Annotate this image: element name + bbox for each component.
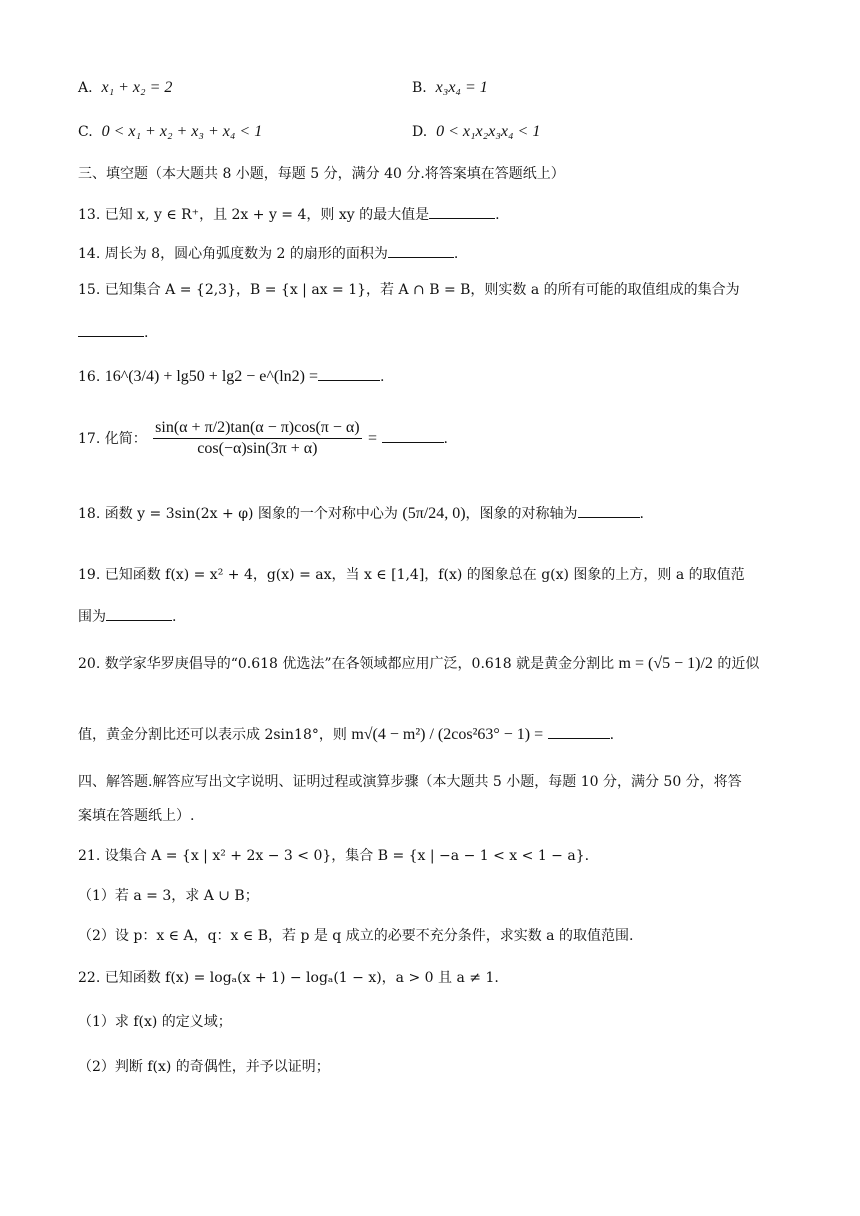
question-17: 17. 化简： $\frac{\sin(\alpha + \pi/2)\tan(\alpha - \pi)\cos(\pi - \alpha)}{\cos(-\alpha)\sin(3\pi + \alpha)}$ = . xyxy=(78,419,448,457)
section-4-heading-cont: 案填在答题纸上）. xyxy=(78,808,195,824)
choice-b: B. x₃x₄ = 1 xyxy=(412,79,488,96)
question-22-part-1: （1）求 f(x) 的定义域； xyxy=(78,1014,232,1030)
question-22-part-2: （2）判断 f(x) 的奇偶性，并予以证明； xyxy=(78,1059,330,1075)
question-14: 14. 周长为 8，圆心角弧度数为 2 的扇形的面积为 . xyxy=(78,243,458,264)
question-18: 18. 函数 y = 3sin(2x + φ) 图象的一个对称中心为 (5π/24, 0)，图象的对称轴为 . xyxy=(78,505,644,522)
section-4-heading: 四、解答题.解答应写出文字说明、证明过程或演算步骤（本大题共 5 小题，每题 10 分，满分 50 分，将答 xyxy=(78,774,742,790)
section-3-heading: 三、填空题（本大题共 8 小题，每题 5 分，满分 40 分.将答案填在答题纸上） xyxy=(78,166,565,182)
question-15-blank-line: . xyxy=(78,322,148,343)
choice-a-expr: x₁ + x₂ = 2 xyxy=(101,79,173,96)
fraction-numerator: sin(α + π/2)tan(α − π)cos(π − α) xyxy=(155,419,360,436)
simplify-fraction xyxy=(153,418,361,459)
question-20: 20. 数学家华罗庚倡导的“0.618 优选法”在各领域都应用广泛，0.618 就是黄金分割比 m = (√5 − 1)/2 的近似 xyxy=(78,655,760,672)
golden-ratio-definition: m = (√5 − 1)/2 xyxy=(618,655,713,672)
answer-blank[interactable] xyxy=(78,322,144,337)
question-20-cont: 值，黄金分割比还可以表示成 2sin18°，则 m√(4 − m²) / (2cos²63° − 1) = . xyxy=(78,726,615,743)
question-16: 16. 16^(3/4) + lg50 + lg2 − e^(ln2) = . xyxy=(78,368,385,385)
answer-blank[interactable] xyxy=(388,243,454,258)
choice-c: C. 0 < x₁ + x₂ + x₃ + x₄ < 1 xyxy=(78,123,263,140)
fraction-denominator: cos(−α)sin(3π + α) xyxy=(197,440,318,457)
question-13: 13. 已知 x, y ∈ R⁺，且 2x + y = 4，则 xy 的最大值是 . xyxy=(78,204,500,225)
question-16-expr: 16^(3/4) + lg50 + lg2 − e^(ln2) = xyxy=(104,368,319,385)
answer-blank[interactable] xyxy=(578,503,640,518)
question-15: 15. 已知集合 A = {2,3}，B = {x | ax = 1}，若 A ∩ B = B，则实数 a 的所有可能的取值组成的集合为 xyxy=(78,282,740,298)
answer-blank[interactable] xyxy=(106,606,172,621)
choice-d: D. 0 < x₁x₂x₃x₄ < 1 xyxy=(412,123,541,140)
question-22: 22. 已知函数 f(x) = logₐ(x + 1) − logₐ(1 − x)，a > 0 且 a ≠ 1. xyxy=(78,970,499,986)
question-21: 21. 设集合 A = {x | x² + 2x − 3 < 0}，集合 B = {x | −a − 1 < x < 1 − a}. xyxy=(78,848,590,864)
answer-blank[interactable] xyxy=(429,204,495,219)
question-21-part-1: （1）若 a = 3，求 A ∪ B； xyxy=(78,888,259,904)
golden-ratio-expression: m√(4 − m²) / (2cos²63° − 1) = xyxy=(351,726,544,743)
answer-blank[interactable] xyxy=(548,724,610,739)
answer-blank[interactable] xyxy=(318,366,380,381)
choice-a: A. x₁ + x₂ = 2 xyxy=(78,79,173,96)
symmetry-center: (5π/24, 0) xyxy=(402,505,466,522)
choice-b-expr: x₃x₄ = 1 xyxy=(435,79,488,96)
choice-c-expr: 0 < x₁ + x₂ + x₃ + x₄ < 1 xyxy=(101,123,263,140)
question-19: 19. 已知函数 f(x) = x² + 4，g(x) = ax，当 x ∈ [1,4]，f(x) 的图象总在 g(x) 图象的上方，则 a 的取值范 xyxy=(78,567,745,583)
question-19-cont: 围为 . xyxy=(78,606,176,627)
choice-d-expr: 0 < x₁x₂x₃x₄ < 1 xyxy=(436,123,541,140)
question-21-part-2: （2）设 p：x ∈ A，q：x ∈ B，若 p 是 q 成立的必要不充分条件，求实数 a 的取值范围. xyxy=(78,928,634,944)
answer-blank[interactable] xyxy=(382,428,444,443)
